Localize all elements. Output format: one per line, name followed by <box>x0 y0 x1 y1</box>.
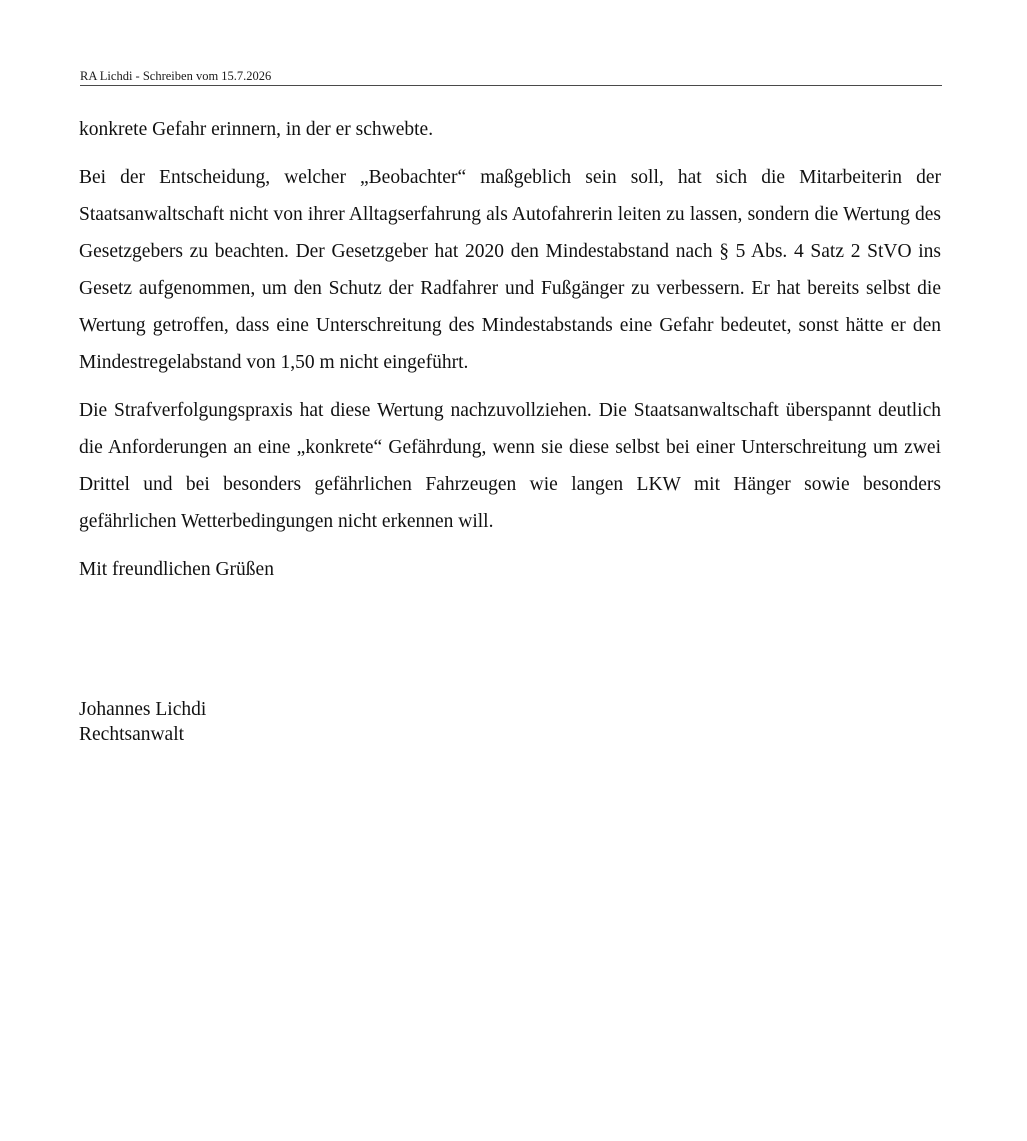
paragraph-prosecution-practice: Die Strafverfolgungspraxis hat diese Wertung nachzuvollziehen. Die Staatsanwaltschaft überspannt deutlich die Anforderungen an eine „konkrete“ Gefährdung, wenn sie diese selbst bei einer Unterschreitung um zwei Drittel und bei besonders gefährlichen Fahrzeugen wie langen LKW mit Hänger sowie besonders gefährlichen Wetterbedingungen nicht erkennen will. <box>79 400 941 532</box>
running-header-title: RA Lichdi - Schreiben vom 15.7.2026 <box>80 69 272 83</box>
paragraph-legislative-assessment: Bei der Entscheidung, welcher „Beobachter“ maßgeblich sein soll, hat sich die Mitarbeiterin der Staatsanwaltschaft nicht von ihrer Alltagserfahrung als Autofahrerin leiten zu lassen, sondern die Wertung des Gesetzgebers zu beachten. Der Gesetzgeber hat 2020 den Mindestabstand nach § 5 Abs. 4 Satz 2 StVO ins Gesetz aufgenommen, um den Schutz der Radfahrer und Fußgänger zu verbessern. Er hat bereits selbst die Wertung getroffen, dass eine Unterschreitung des Mindestabstands eine Gefahr bedeutet, sonst hätte er den Mindestregelabstand von 1,50 m nicht eingeführt. <box>79 167 941 373</box>
signature-title: Rechtsanwalt <box>79 724 185 745</box>
running-header <box>80 68 942 86</box>
paragraph-continuation: konkrete Gefahr erinnern, in der er schwebte. <box>79 119 434 140</box>
signature-name: Johannes Lichdi <box>79 699 207 720</box>
signature-block <box>79 697 679 747</box>
closing-salutation: Mit freundlichen Grüßen <box>79 559 274 580</box>
letter-body <box>79 111 941 588</box>
